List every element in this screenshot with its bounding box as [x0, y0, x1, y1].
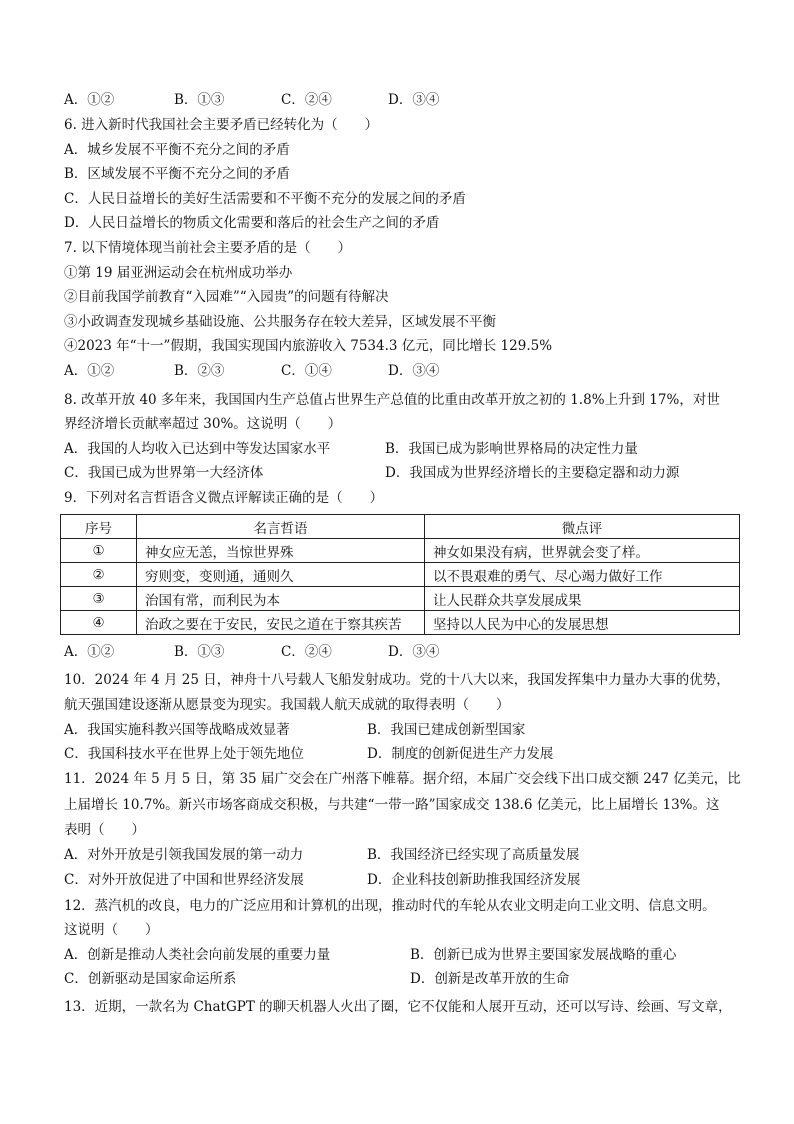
q5-option-a: A．①②	[64, 92, 115, 108]
q5-option-b: B．①③	[174, 92, 225, 108]
q6-option-c: C．人民日益增长的美好生活需要和不平衡不充分的发展之间的矛盾	[64, 191, 466, 207]
row-index: ④	[61, 611, 137, 635]
q10-stem-line-1: 10．2024 年 4 月 25 日，神舟十八号载人飞船发射成功。党的十八大以来，我国发挥集中力量办大事的优势，	[64, 672, 730, 688]
q10-option-c: C．我国科技水平在世界上处于领先地位	[64, 746, 304, 762]
q8-option-c: C．我国已成为世界第一大经济体	[64, 465, 264, 481]
q7-item-4: ④2023 年“十一”假期，我国实现国内旅游收入 7534.3 亿元，同比增长 129.5%	[64, 338, 553, 354]
q6-option-b: B．区域发展不平衡不充分之间的矛盾	[64, 166, 290, 182]
q7-option-a: A．①②	[64, 363, 115, 379]
q12-stem-line-1: 12．蒸汽机的改良，电力的广泛应用和计算机的出现，推动时代的车轮从农业文明走向工业文明、信息文明。	[64, 898, 716, 914]
q7-option-b: B．②③	[174, 363, 225, 379]
q6-stem: 6. 进入新时代我国社会主要矛盾已经转化为（ ）	[64, 117, 379, 133]
q10-stem-line-2: 航天强国建设逐渐从愿景变为现实。我国载人航天成就的取得表明（ ）	[64, 697, 510, 713]
q5-option-d: D．③④	[388, 92, 440, 108]
row-index: ②	[61, 563, 137, 587]
header-quote: 名言哲语	[137, 515, 425, 539]
q12-option-a: A．创新是推动人类社会向前发展的重要力量	[64, 947, 331, 963]
row-index: ①	[61, 539, 137, 563]
q10-option-a: A．我国实施科教兴国等战略成效显著	[64, 722, 290, 738]
row-quote: 治国有常，而利民为本	[137, 587, 425, 611]
q11-stem-line-2: 上届增长 10.7%。新兴市场客商成交积极，与共建“一带一路”国家成交 138.6 亿美元，比上届增长 13%。这	[64, 797, 720, 813]
table-row	[61, 539, 740, 563]
row-quote: 治政之要在于安民，安民之道在于察其疾苦	[137, 611, 425, 635]
row-quote: 穷则变，变则通，通则久	[137, 563, 425, 587]
q8-option-d: D．我国成为世界经济增长的主要稳定器和动力源	[385, 465, 680, 481]
q8-stem-line-2: 界经济增长贡献率超过 30%。这说明（ ）	[64, 416, 342, 432]
q9-option-c: C．②④	[281, 644, 332, 660]
q9-option-b: B．①③	[174, 644, 225, 660]
q11-option-d: D．企业科技创新助推我国经济发展	[367, 872, 581, 888]
q8-stem-line-1: 8. 改革开放 40 多年来，我国国内生产总值占世界生产总值的比重由改革开放之初的 1.8%上升到 17%，对世	[64, 392, 720, 408]
q8-option-b: B．我国已成为影响世界格局的决定性力量	[385, 441, 638, 457]
q7-option-c: C．①④	[281, 363, 332, 379]
q6-option-a: A．城乡发展不平衡不充分之间的矛盾	[64, 142, 290, 158]
q12-option-d: D．创新是改革开放的生命	[410, 971, 570, 987]
q11-option-b: B．我国经济已经实现了高质量发展	[367, 847, 580, 863]
table-row	[61, 587, 740, 611]
header-index: 序号	[61, 515, 137, 539]
q8-option-a: A．我国的人均收入已达到中等发达国家水平	[64, 441, 331, 457]
q13-stem-line-1: 13．近期，一款名为 ChatGPT 的聊天机器人火出了圈，它不仅能和人展开互动，还可以写诗、绘画、写文章，	[64, 999, 732, 1015]
row-quote: 神女应无恙，当惊世界殊	[137, 539, 425, 563]
q9-option-d: D．③④	[388, 644, 440, 660]
q9-table	[60, 514, 740, 635]
q7-item-1: ①第 19 届亚洲运动会在杭州成功举办	[64, 265, 293, 281]
row-comment: 神女如果没有病，世界就会变了样。	[425, 539, 740, 563]
q11-stem-line-1: 11．2024 年 5 月 5 日，第 35 届广交会在广州落下帷幕。据介绍，本届广交会线下出口成交额 247 亿美元，比	[64, 771, 741, 787]
row-index: ③	[61, 587, 137, 611]
q12-option-c: C．创新驱动是国家命运所系	[64, 971, 237, 987]
q12-stem-line-2: 这说明（ ）	[64, 922, 159, 938]
q5-option-c: C．②④	[281, 92, 332, 108]
header-comment: 微点评	[425, 515, 740, 539]
q9-stem: 9．下列对名言哲语含义微点评解读正确的是（ ）	[64, 490, 384, 506]
q7-item-3: ③小政调查发现城乡基础设施、公共服务存在较大差异，区域发展不平衡	[64, 314, 496, 330]
q10-option-d: D．制度的创新促进生产力发展	[367, 746, 554, 762]
table-row	[61, 563, 740, 587]
q7-option-d: D．③④	[388, 363, 440, 379]
q11-option-a: A．对外开放是引领我国发展的第一动力	[64, 847, 304, 863]
row-comment: 坚持以人民为中心的发展思想	[425, 611, 740, 635]
q11-option-c: C．对外开放促进了中国和世界经济发展	[64, 872, 304, 888]
row-comment: 以不畏艰难的勇气、尽心竭力做好工作	[425, 563, 740, 587]
q7-item-2: ②目前我国学前教育“入园难”“入园贵”的问题有待解决	[64, 289, 389, 305]
q7-stem: 7. 以下情境体现当前社会主要矛盾的是（ ）	[64, 240, 352, 256]
q10-option-b: B．我国已建成创新型国家	[367, 722, 526, 738]
q9-option-a: A．①②	[64, 644, 115, 660]
q6-option-d: D．人民日益增长的物质文化需要和落后的社会生产之间的矛盾	[64, 215, 440, 231]
table-row	[61, 611, 740, 635]
row-comment: 让人民群众共享发展成果	[425, 587, 740, 611]
table-header-row	[61, 515, 740, 539]
q11-stem-line-3: 表明（ ）	[64, 822, 145, 838]
q12-option-b: B．创新已成为世界主要国家发展战略的重心	[410, 947, 677, 963]
